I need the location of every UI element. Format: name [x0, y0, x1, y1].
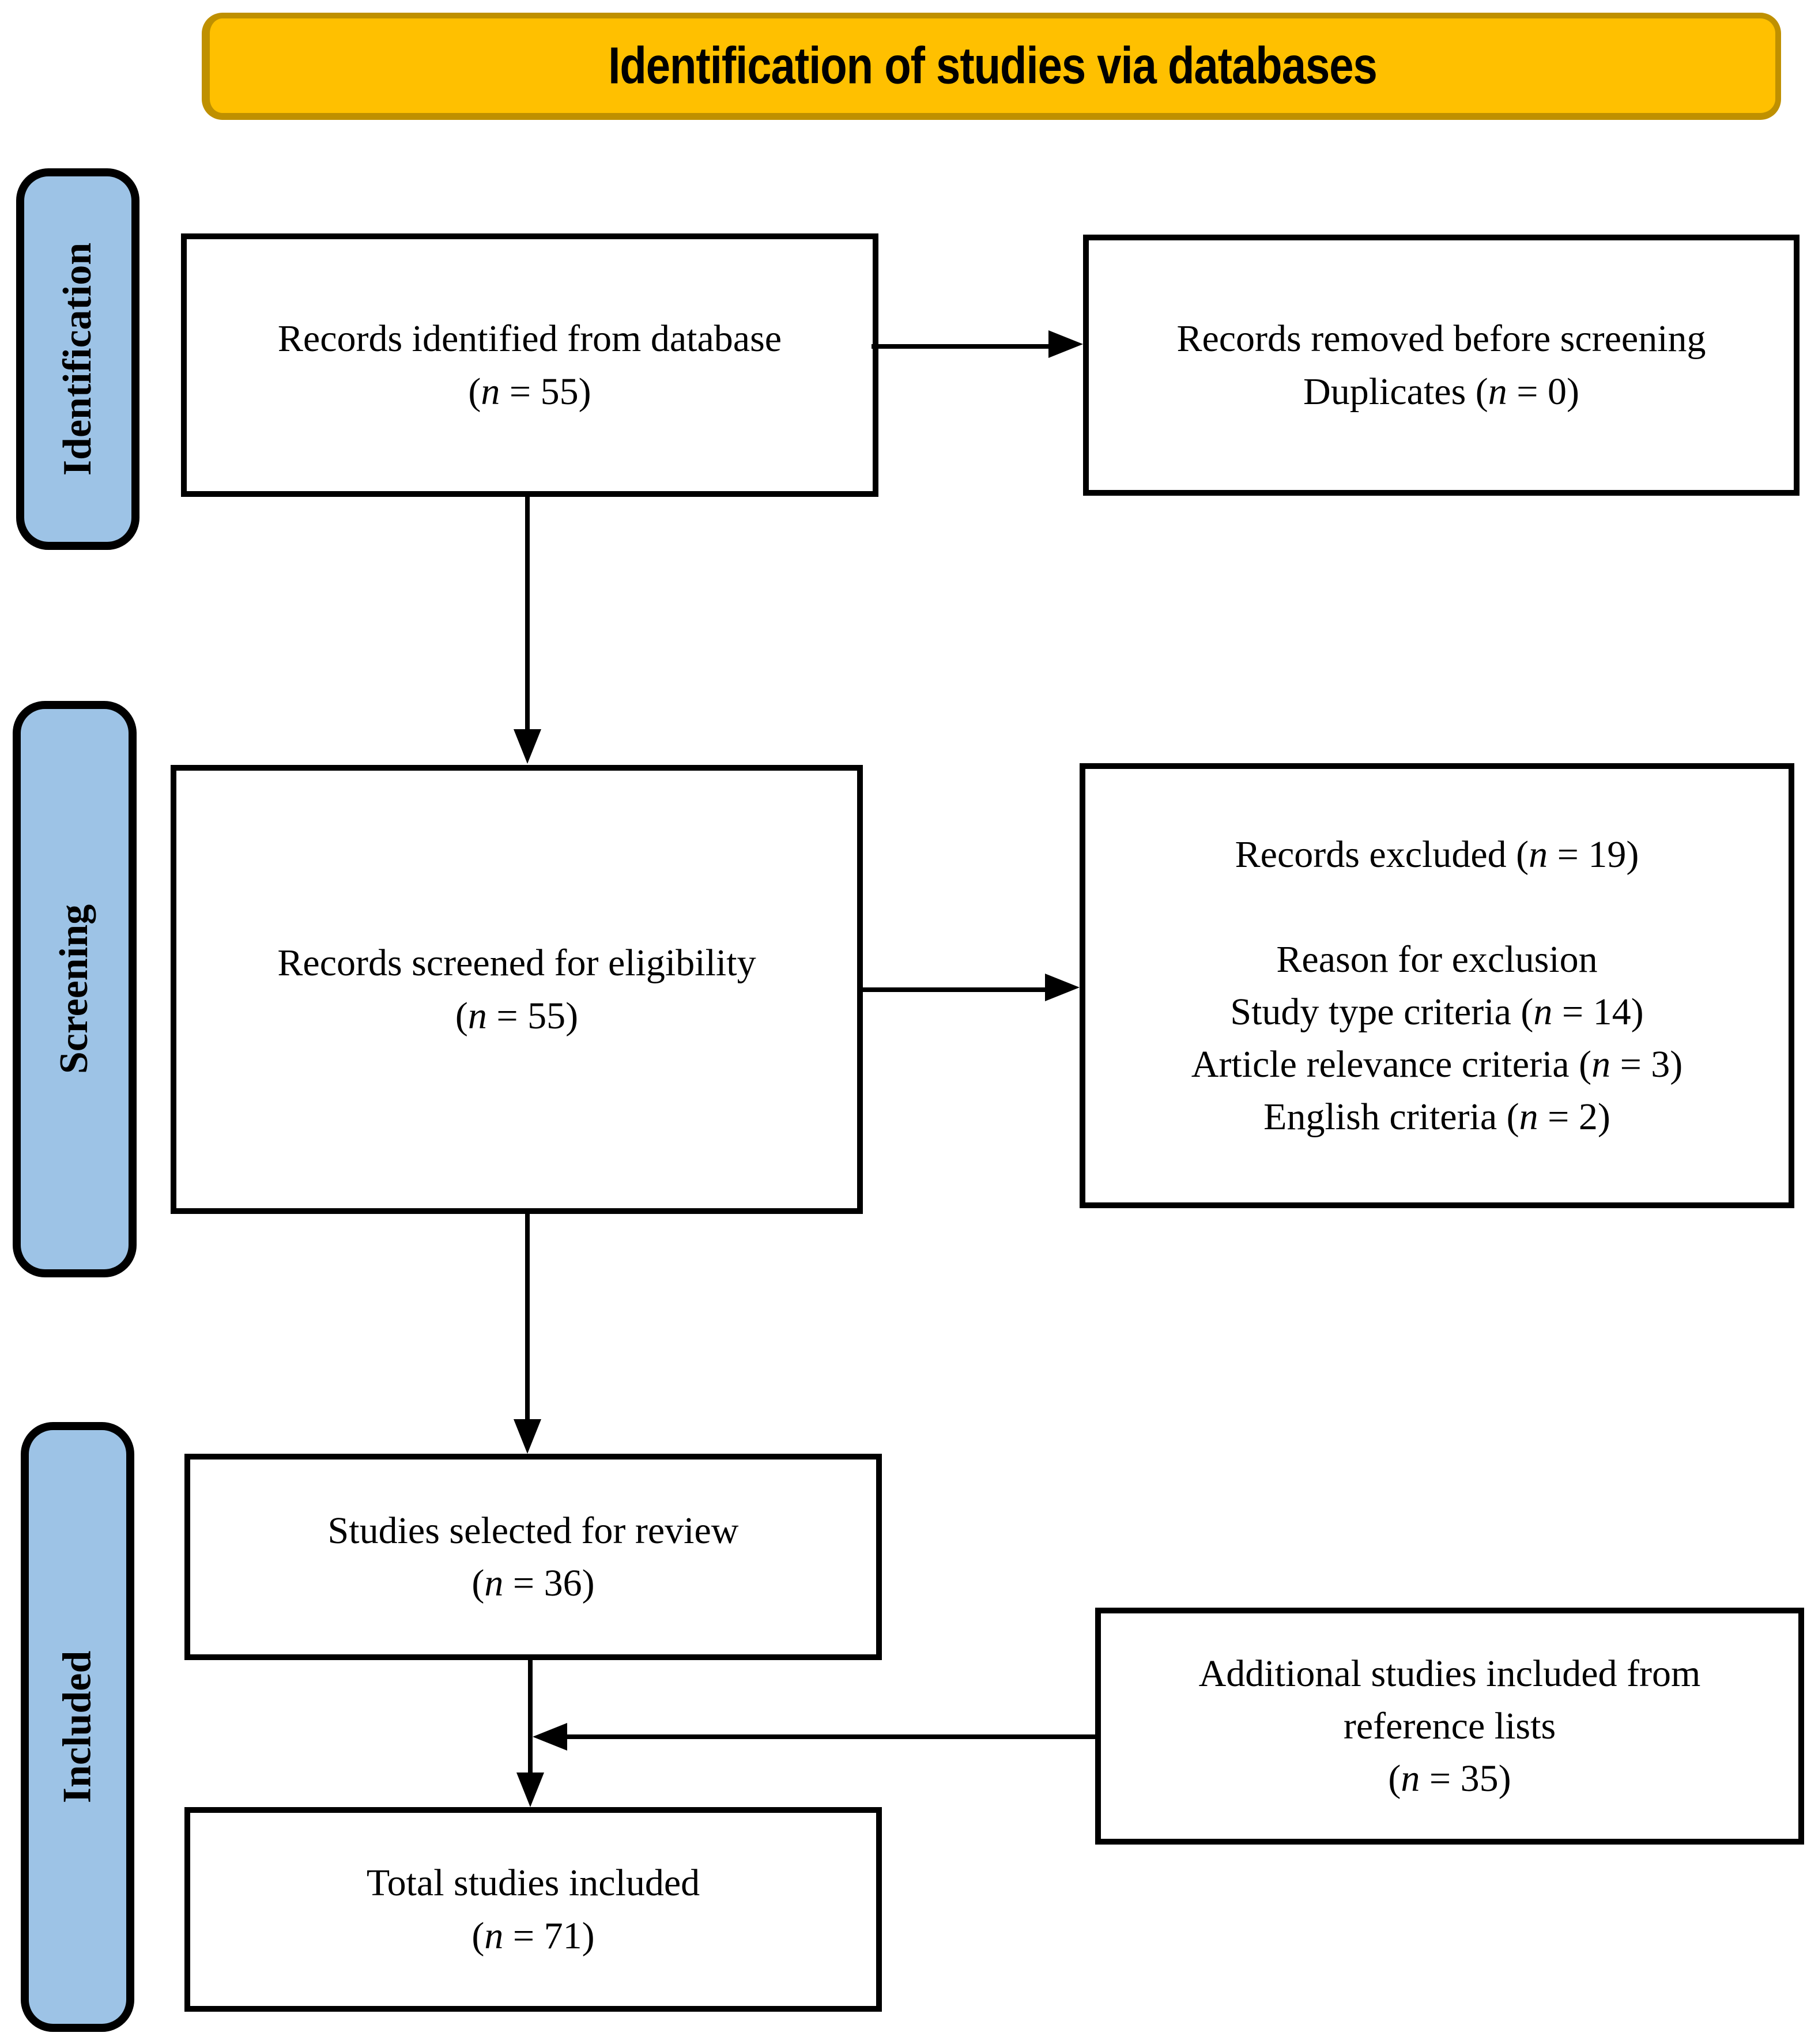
box-additional-studies	[1095, 1608, 1804, 1845]
text-line: Reason for exclusion	[1276, 938, 1598, 980]
text-line: Additional studies included from	[1198, 1652, 1701, 1695]
text-line: English criteria (n = 2)	[1263, 1096, 1610, 1138]
arrow-additional-to-total-line	[565, 1734, 1096, 1739]
text-line: Total studies included	[366, 1862, 700, 1905]
arrow-identified-to-screened-line	[525, 497, 530, 730]
arrow-screened-to-selected-head-icon	[514, 1419, 541, 1454]
text-line: (n = 36)	[471, 1562, 595, 1604]
text-line: reference lists	[1343, 1704, 1556, 1747]
text-line: Studies selected for review	[327, 1509, 739, 1552]
text-line: Records excluded (n = 19)	[1235, 833, 1639, 876]
text-line: Records removed before screening	[1176, 318, 1706, 360]
text-line: (n = 55)	[468, 370, 591, 413]
stage-label-screening	[13, 701, 137, 1277]
banner-title: Identification of studies via databases	[608, 36, 1377, 95]
box-records-screened	[171, 765, 863, 1214]
banner-title-bar	[202, 13, 1781, 120]
text-line: Article relevance criteria (n = 3)	[1191, 1043, 1683, 1086]
stage-label-included	[21, 1422, 134, 2032]
text-line: (n = 71)	[471, 1914, 595, 1957]
stage-label-identification	[16, 168, 139, 550]
box-total-studies	[184, 1807, 882, 2012]
arrow-screened-to-selected-line	[525, 1214, 530, 1419]
arrow-identified-to-screened-head-icon	[514, 729, 541, 764]
stage-label-included-text: Included	[55, 1650, 100, 1804]
arrow-screened-to-excluded-head-icon	[1045, 974, 1080, 1001]
box-records-excluded	[1080, 763, 1794, 1208]
stage-label-identification-text: Identification	[55, 242, 100, 476]
box-records-identified	[181, 233, 878, 497]
text-line: (n = 35)	[1388, 1758, 1511, 1800]
arrow-identified-to-removed-head-icon	[1048, 330, 1083, 358]
arrow-identified-to-removed-line	[872, 344, 1050, 349]
box-records-removed	[1083, 235, 1800, 496]
arrow-screened-to-excluded-line	[859, 987, 1046, 992]
arrow-selected-to-total-head-icon	[516, 1773, 544, 1807]
box-studies-selected	[184, 1454, 882, 1660]
arrow-selected-to-total-line	[528, 1659, 533, 1773]
stage-label-screening-text: Screening	[52, 904, 97, 1074]
text-line: Duplicates (n = 0)	[1303, 370, 1579, 413]
text-line: Records screened for eligibility	[277, 942, 756, 985]
arrow-additional-to-total-head-icon	[533, 1723, 567, 1751]
text-line: (n = 55)	[455, 994, 579, 1037]
text-line: Study type criteria (n = 14)	[1230, 991, 1644, 1033]
text-line: Records identified from database	[277, 318, 782, 360]
